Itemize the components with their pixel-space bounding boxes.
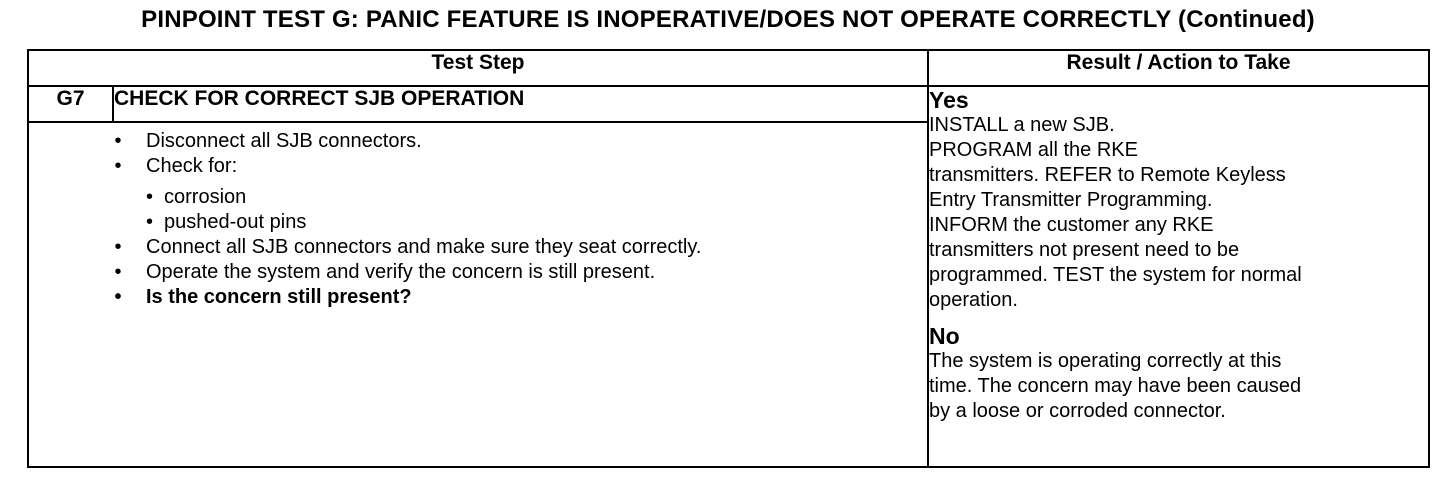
result-yes-line: Entry Transmitter Programming.: [929, 189, 1213, 211]
instruction-list: [113, 129, 927, 310]
list-item: • Connect all SJB connectors and make sure they seat correctly.: [114, 236, 702, 258]
page-title: PINPOINT TEST G: PANIC FEATURE IS INOPERATIVE/DOES NOT OPERATE CORRECTLY (Continued): [141, 6, 1315, 33]
bullet-icon: •: [114, 130, 122, 152]
pinpoint-test-table: [27, 49, 1430, 468]
result-no-line: The system is operating correctly at this: [929, 350, 1282, 372]
step-id: G7: [28, 86, 113, 122]
header-test-step: Test Step: [28, 50, 928, 86]
bullet-icon: •: [114, 286, 122, 308]
result-yes-label: Yes: [929, 87, 969, 113]
result-yes-line: INSTALL a new SJB.: [929, 114, 1115, 136]
sub-list-item: • pushed-out pins: [146, 211, 307, 233]
bullet-icon: •: [146, 211, 154, 233]
step-id-blank: [28, 122, 113, 467]
result-no-line: time. The concern may have been caused: [929, 375, 1302, 397]
table-header-row: [28, 50, 1429, 86]
step-name: CHECK FOR CORRECT SJB OPERATION: [113, 86, 928, 122]
bullet-icon: •: [114, 155, 122, 177]
bullet-icon: •: [114, 261, 122, 283]
list-item: • Disconnect all SJB connectors.: [114, 130, 422, 152]
result-no-line: by a loose or corroded connector.: [929, 400, 1226, 422]
bullet-icon: •: [146, 186, 154, 208]
result-cell: [928, 86, 1429, 467]
list-item-question: • Is the concern still present?: [114, 286, 412, 308]
result-yes-line: PROGRAM all the RKE: [929, 139, 1138, 161]
list-item: • Check for: • corrosion • pushed-out pins: [113, 154, 927, 235]
sub-list-item: • corrosion: [146, 186, 247, 208]
result-yes-line: transmitters. REFER to Remote Keyless: [929, 164, 1286, 186]
step-instructions: [113, 122, 928, 467]
result-yes-line: transmitters not present need to be: [929, 239, 1240, 261]
result-yes-line: programmed. TEST the system for normal: [929, 264, 1302, 286]
result-yes-line: INFORM the customer any RKE: [929, 214, 1214, 236]
step-title-row: [28, 86, 1429, 122]
list-item: • Operate the system and verify the concern is still present.: [114, 261, 656, 283]
result-yes-line: operation.: [929, 289, 1018, 311]
header-result-action: Result / Action to Take: [928, 50, 1429, 86]
bullet-icon: •: [114, 236, 122, 258]
sub-list: [146, 185, 927, 235]
result-no-label: No: [929, 323, 960, 349]
